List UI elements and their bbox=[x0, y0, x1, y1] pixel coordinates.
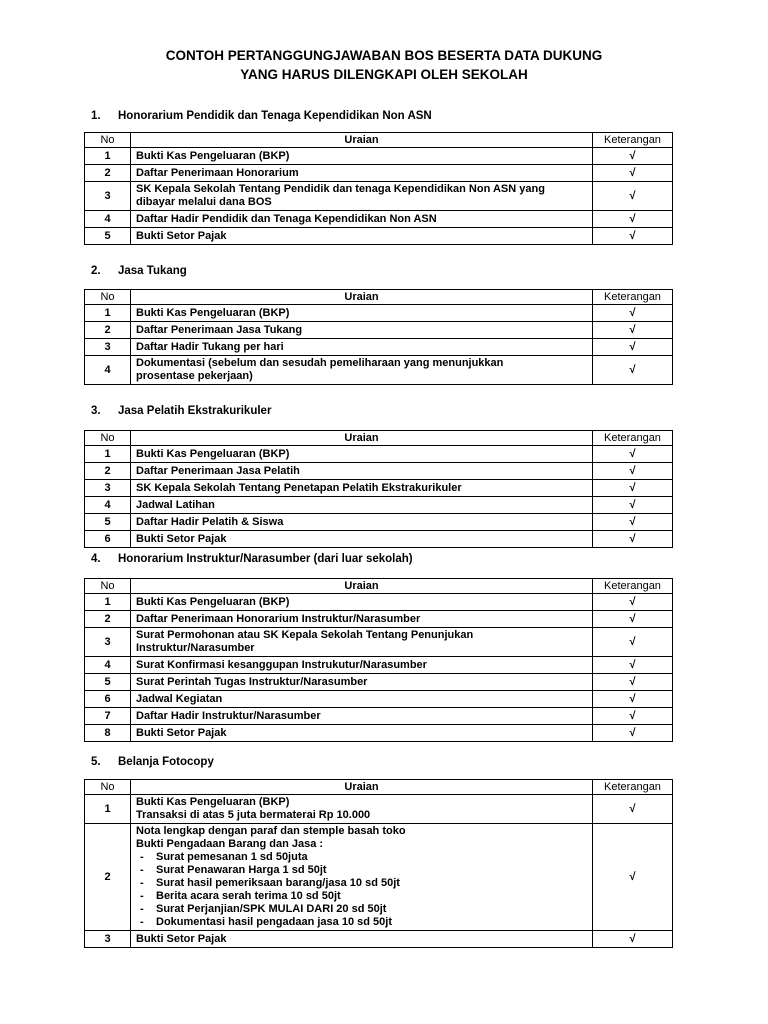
check-mark: √ bbox=[593, 228, 673, 245]
table-row bbox=[85, 514, 673, 531]
check-mark: √ bbox=[593, 594, 673, 611]
check-mark: √ bbox=[593, 463, 673, 480]
header-no: No bbox=[85, 780, 131, 795]
row-uraian bbox=[131, 795, 593, 824]
uraian-line: Daftar Hadir Pendidik dan Tenaga Kependidikan Non ASN bbox=[136, 212, 437, 225]
uraian-line: SK Kepala Sekolah Tentang Penetapan Pelatih Ekstrakurikuler bbox=[136, 481, 462, 494]
row-uraian bbox=[131, 824, 593, 931]
table-row bbox=[85, 674, 673, 691]
check-mark: √ bbox=[593, 480, 673, 497]
table-row bbox=[85, 497, 673, 514]
table-header-row bbox=[85, 431, 673, 446]
table-row bbox=[85, 446, 673, 463]
table-row bbox=[85, 691, 673, 708]
section-number: 4. bbox=[91, 553, 101, 565]
table-row bbox=[85, 531, 673, 548]
header-uraian: Uraian bbox=[131, 780, 593, 795]
row-uraian bbox=[131, 691, 593, 708]
row-number: 5 bbox=[85, 514, 131, 531]
uraian-line: Jadwal Latihan bbox=[136, 498, 215, 511]
header-uraian: Uraian bbox=[131, 579, 593, 594]
row-uraian bbox=[131, 931, 593, 948]
section-heading bbox=[91, 552, 413, 566]
check-mark: √ bbox=[593, 657, 673, 674]
check-mark: √ bbox=[593, 931, 673, 948]
uraian-line: Bukti Kas Pengeluaran (BKP) bbox=[136, 595, 290, 608]
uraian-bullet-item bbox=[136, 903, 587, 916]
bullet-dash: - bbox=[140, 851, 144, 863]
table-row bbox=[85, 628, 673, 657]
row-number: 2 bbox=[85, 824, 131, 931]
table-row bbox=[85, 182, 673, 211]
check-mark: √ bbox=[593, 795, 673, 824]
row-number: 3 bbox=[85, 480, 131, 497]
row-number: 4 bbox=[85, 497, 131, 514]
uraian-line: Bukti Kas Pengeluaran (BKP) bbox=[136, 796, 290, 808]
row-uraian bbox=[131, 725, 593, 742]
table-row bbox=[85, 795, 673, 824]
check-mark: √ bbox=[593, 339, 673, 356]
header-keterangan: Keterangan bbox=[593, 780, 673, 795]
table-header-row bbox=[85, 133, 673, 148]
check-mark: √ bbox=[593, 531, 673, 548]
check-mark: √ bbox=[593, 674, 673, 691]
check-mark: √ bbox=[593, 708, 673, 725]
uraian-bullet-item bbox=[136, 851, 587, 864]
uraian-line: Transaksi di atas 5 juta bermaterai Rp 10.000 bbox=[136, 809, 371, 821]
row-uraian bbox=[131, 182, 593, 211]
uraian-line: Daftar Hadir Pelatih & Siswa bbox=[136, 515, 284, 528]
bullet-dash: - bbox=[140, 890, 144, 902]
bullet-text: Surat Penawaran Harga 1 sd 50jt bbox=[156, 864, 327, 876]
uraian-line: Nota lengkap dengan paraf dan stemple basah toko bbox=[136, 825, 406, 837]
row-uraian bbox=[131, 165, 593, 182]
table-row bbox=[85, 824, 673, 931]
section-title: Honorarium Instruktur/Narasumber (dari luar sekolah) bbox=[118, 553, 413, 565]
check-mark: √ bbox=[593, 182, 673, 211]
uraian-line: Daftar Penerimaan Honorarium Instruktur/Narasumber bbox=[136, 612, 421, 625]
section-number: 3. bbox=[91, 405, 101, 417]
table-row bbox=[85, 611, 673, 628]
uraian-line: Bukti Kas Pengeluaran (BKP) bbox=[136, 149, 290, 162]
header-keterangan: Keterangan bbox=[593, 290, 673, 305]
uraian-line: Instruktur/Narasumber bbox=[136, 642, 255, 654]
uraian-line: Bukti Setor Pajak bbox=[136, 726, 227, 739]
section-heading bbox=[91, 264, 187, 278]
uraian-line: Bukti Kas Pengeluaran (BKP) bbox=[136, 306, 290, 319]
check-mark: √ bbox=[593, 322, 673, 339]
section-title: Belanja Fotocopy bbox=[118, 756, 214, 768]
header-uraian: Uraian bbox=[131, 133, 593, 148]
bullet-dash: - bbox=[140, 903, 144, 915]
table-row bbox=[85, 708, 673, 725]
row-uraian bbox=[131, 339, 593, 356]
table-row bbox=[85, 165, 673, 182]
uraian-line: Surat Permohonan atau SK Kepala Sekolah Tentang Penunjukan bbox=[136, 629, 474, 641]
bullet-text: Surat pemesanan 1 sd 50juta bbox=[156, 851, 308, 863]
header-keterangan: Keterangan bbox=[593, 579, 673, 594]
bullet-text: Surat Perjanjian/SPK MULAI DARI 20 sd 50jt bbox=[156, 903, 387, 915]
header-no: No bbox=[85, 579, 131, 594]
row-uraian bbox=[131, 594, 593, 611]
header-no: No bbox=[85, 133, 131, 148]
header-uraian: Uraian bbox=[131, 290, 593, 305]
uraian-line: Bukti Setor Pajak bbox=[136, 932, 227, 945]
row-uraian bbox=[131, 480, 593, 497]
requirements-table bbox=[84, 578, 673, 742]
row-number: 2 bbox=[85, 463, 131, 480]
header-keterangan: Keterangan bbox=[593, 431, 673, 446]
row-number: 3 bbox=[85, 339, 131, 356]
row-number: 1 bbox=[85, 148, 131, 165]
row-uraian bbox=[131, 305, 593, 322]
uraian-line: Daftar Penerimaan Honorarium bbox=[136, 166, 299, 179]
check-mark: √ bbox=[593, 211, 673, 228]
uraian-line: dibayar melalui dana BOS bbox=[136, 196, 272, 208]
row-number: 3 bbox=[85, 182, 131, 211]
row-uraian bbox=[131, 356, 593, 385]
row-uraian bbox=[131, 446, 593, 463]
uraian-line: prosentase pekerjaan) bbox=[136, 370, 253, 382]
row-number: 2 bbox=[85, 322, 131, 339]
bullet-dash: - bbox=[140, 864, 144, 876]
header-uraian: Uraian bbox=[131, 431, 593, 446]
bullet-text: Berita acara serah terima 10 sd 50jt bbox=[156, 890, 341, 902]
header-keterangan: Keterangan bbox=[593, 133, 673, 148]
uraian-line: Daftar Penerimaan Jasa Pelatih bbox=[136, 464, 300, 477]
table-row bbox=[85, 931, 673, 948]
check-mark: √ bbox=[593, 148, 673, 165]
section-heading bbox=[91, 404, 271, 418]
check-mark: √ bbox=[593, 497, 673, 514]
section-number: 2. bbox=[91, 265, 101, 277]
uraian-bullet-item bbox=[136, 890, 587, 903]
table-header-row bbox=[85, 780, 673, 795]
table-header-row bbox=[85, 290, 673, 305]
section-heading bbox=[91, 755, 214, 769]
table-row bbox=[85, 228, 673, 245]
check-mark: √ bbox=[593, 725, 673, 742]
requirements-table bbox=[84, 430, 673, 548]
row-uraian bbox=[131, 211, 593, 228]
check-mark: √ bbox=[593, 628, 673, 657]
uraian-line: Jadwal Kegiatan bbox=[136, 692, 223, 705]
uraian-line: Bukti Setor Pajak bbox=[136, 229, 227, 242]
row-uraian bbox=[131, 674, 593, 691]
row-uraian bbox=[131, 148, 593, 165]
table-row bbox=[85, 725, 673, 742]
row-uraian bbox=[131, 611, 593, 628]
section-number: 1. bbox=[91, 110, 101, 122]
row-uraian bbox=[131, 497, 593, 514]
row-uraian bbox=[131, 628, 593, 657]
uraian-line: Daftar Penerimaan Jasa Tukang bbox=[136, 323, 303, 336]
uraian-bullet-item bbox=[136, 864, 587, 877]
bullet-dash: - bbox=[140, 877, 144, 889]
table-row bbox=[85, 211, 673, 228]
table-row bbox=[85, 356, 673, 385]
table-row bbox=[85, 148, 673, 165]
row-uraian bbox=[131, 657, 593, 674]
row-number: 7 bbox=[85, 708, 131, 725]
row-number: 6 bbox=[85, 691, 131, 708]
table-row bbox=[85, 594, 673, 611]
header-no: No bbox=[85, 431, 131, 446]
table-row bbox=[85, 322, 673, 339]
section-title: Jasa Tukang bbox=[118, 265, 187, 277]
table-row bbox=[85, 339, 673, 356]
row-number: 5 bbox=[85, 674, 131, 691]
uraian-line: Bukti Kas Pengeluaran (BKP) bbox=[136, 447, 290, 460]
uraian-line: Daftar Hadir Instruktur/Narasumber bbox=[136, 709, 321, 722]
check-mark: √ bbox=[593, 824, 673, 931]
row-number: 1 bbox=[85, 594, 131, 611]
uraian-line: Daftar Hadir Tukang per hari bbox=[136, 340, 284, 353]
row-number: 1 bbox=[85, 446, 131, 463]
row-number: 3 bbox=[85, 931, 131, 948]
row-uraian bbox=[131, 514, 593, 531]
row-number: 1 bbox=[85, 795, 131, 824]
row-number: 5 bbox=[85, 228, 131, 245]
row-uraian bbox=[131, 228, 593, 245]
check-mark: √ bbox=[593, 611, 673, 628]
section-heading bbox=[91, 109, 432, 123]
uraian-line: Bukti Pengadaan Barang dan Jasa : bbox=[136, 838, 324, 850]
row-uraian bbox=[131, 322, 593, 339]
check-mark: √ bbox=[593, 691, 673, 708]
uraian-line: Bukti Setor Pajak bbox=[136, 532, 227, 545]
uraian-line: SK Kepala Sekolah Tentang Pendidik dan tenaga Kependidikan Non ASN yang bbox=[136, 183, 545, 195]
row-number: 1 bbox=[85, 305, 131, 322]
row-number: 4 bbox=[85, 657, 131, 674]
row-number: 2 bbox=[85, 611, 131, 628]
table-row bbox=[85, 305, 673, 322]
section-title: Jasa Pelatih Ekstrakurikuler bbox=[118, 405, 272, 417]
row-number: 6 bbox=[85, 531, 131, 548]
check-mark: √ bbox=[593, 165, 673, 182]
uraian-bullet-item bbox=[136, 877, 587, 890]
bullet-dash: - bbox=[140, 916, 144, 928]
requirements-table bbox=[84, 289, 673, 385]
check-mark: √ bbox=[593, 356, 673, 385]
row-number: 8 bbox=[85, 725, 131, 742]
bullet-text: Surat hasil pemeriksaan barang/jasa 10 sd 50jt bbox=[156, 877, 400, 889]
bullet-text: Dokumentasi hasil pengadaan jasa 10 sd 50jt bbox=[156, 916, 392, 928]
row-number: 4 bbox=[85, 356, 131, 385]
document-title-line-1: CONTOH PERTANGGUNGJAWABAN BOS BESERTA DATA DUKUNG bbox=[165, 48, 603, 63]
header-no: No bbox=[85, 290, 131, 305]
requirements-table bbox=[84, 779, 673, 948]
row-uraian bbox=[131, 531, 593, 548]
check-mark: √ bbox=[593, 514, 673, 531]
uraian-line: Surat Konfirmasi kesanggupan Instrukutur/Narasumber bbox=[136, 658, 427, 671]
section-title: Honorarium Pendidik dan Tenaga Kependidikan Non ASN bbox=[118, 110, 432, 122]
check-mark: √ bbox=[593, 305, 673, 322]
uraian-line: Surat Perintah Tugas Instruktur/Narasumber bbox=[136, 675, 368, 688]
table-row bbox=[85, 480, 673, 497]
row-uraian bbox=[131, 463, 593, 480]
requirements-table bbox=[84, 132, 673, 245]
section-number: 5. bbox=[91, 756, 101, 768]
row-number: 3 bbox=[85, 628, 131, 657]
row-number: 4 bbox=[85, 211, 131, 228]
row-uraian bbox=[131, 708, 593, 725]
check-mark: √ bbox=[593, 446, 673, 463]
uraian-bullet-item bbox=[136, 916, 587, 929]
uraian-line: Dokumentasi (sebelum dan sesudah pemeliharaan yang menunjukkan bbox=[136, 357, 504, 369]
table-row bbox=[85, 463, 673, 480]
row-number: 2 bbox=[85, 165, 131, 182]
table-row bbox=[85, 657, 673, 674]
table-header-row bbox=[85, 579, 673, 594]
document-title-line-2: YANG HARUS DILENGKAPI OLEH SEKOLAH bbox=[240, 67, 528, 82]
